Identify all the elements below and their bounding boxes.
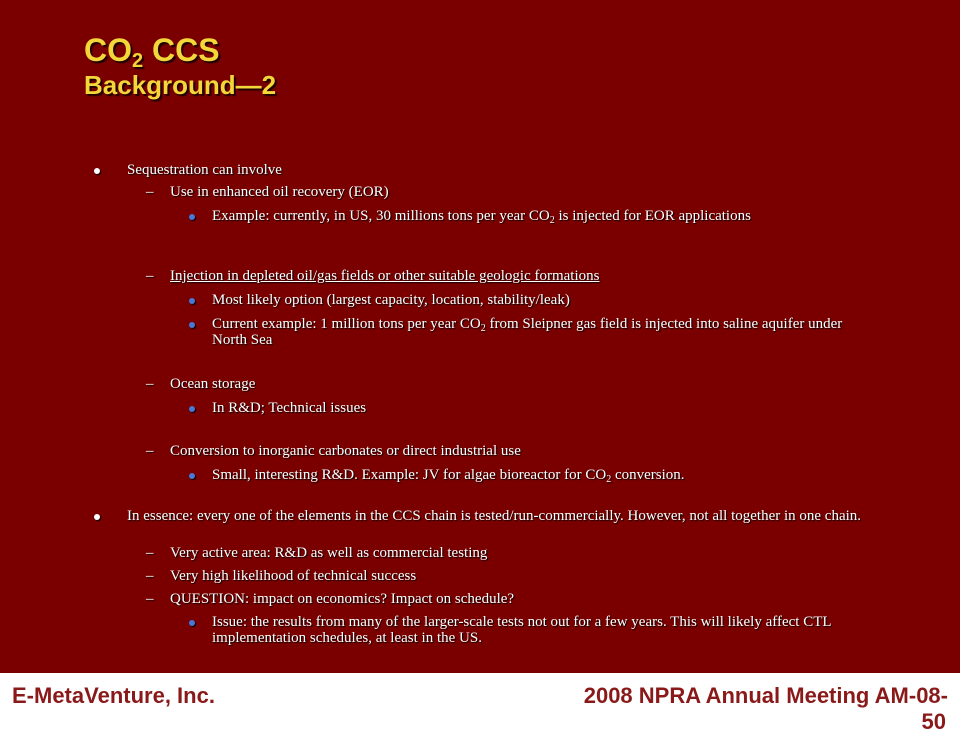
dash-marker: –	[146, 376, 154, 392]
bullet-dot	[94, 514, 100, 520]
footer-meeting: 2008 NPRA Annual Meeting AM-08-	[583, 683, 948, 708]
bullet-dot	[189, 620, 195, 626]
dash-marker: –	[146, 545, 154, 561]
dash-marker: –	[146, 591, 154, 607]
footer-meeting-cont: 50	[921, 709, 946, 734]
dash-marker: –	[146, 443, 154, 459]
dash-marker: –	[146, 184, 154, 200]
bullet-dot	[189, 298, 195, 304]
footer-company: E-MetaVenture, Inc.	[12, 683, 215, 708]
dash-marker: –	[146, 568, 154, 584]
bullet-dot	[189, 406, 195, 412]
title-line-2: Background—2	[84, 70, 277, 100]
bullet-dot	[189, 473, 195, 479]
dash-marker: –	[146, 268, 154, 284]
slide-body: Sequestration can involve – Use in enhanced oil recovery (EOR) Example: currently, in US, 30 millions tons per year $CO_2$ is injected for EOR applications – Injection in depleted oil/gas fields or other suitable geologic formations Most likely option (largest capacity, location, stability/leak) Current example: 1 million tons per year $CO_2$ from Sleipner gas field is injected into saline aquifer under North Sea – Ocean storage In R&D; Technical issues – Conversion to inorganic carbonates or direct industrial use Small, interesting R&D. Example: JV for algae bioreactor for $CO_2$ conversion. In essence: every one of the elements in the CCS chain is tested/run-commercially. However, not all together in one chain. – Very active area: R&D as well as commercial testing – Very high likelihood of technical success – QUESTION: impact on economics? Impact on schedule? Issue: the results from many of the larger-scale tests not out for a few years. This will likely affect CTL implementation schedules, at least in the US.	[0, 0, 960, 673]
bullet-dot	[94, 168, 100, 174]
title-line-1: $CO_2$ CCS	[84, 32, 220, 72]
bullet-dot	[189, 214, 195, 220]
footer	[0, 673, 960, 734]
bullet-dot	[189, 322, 195, 328]
